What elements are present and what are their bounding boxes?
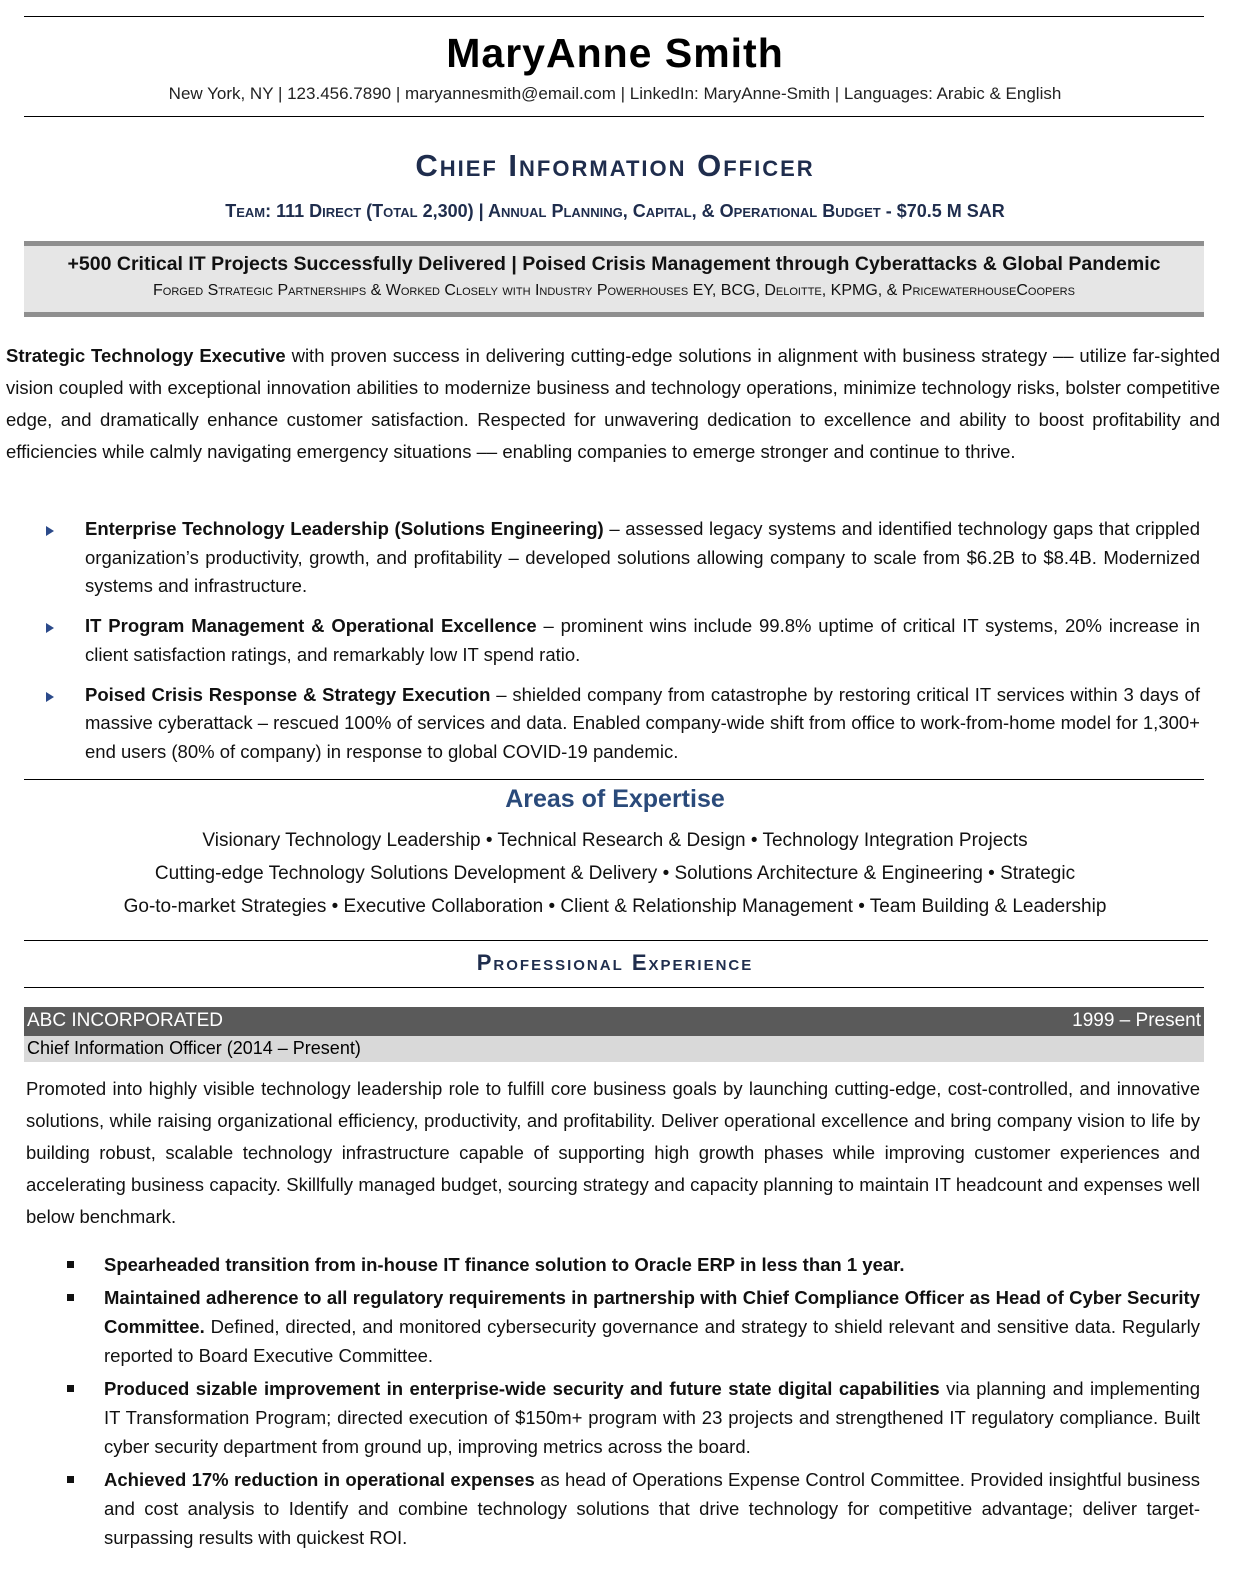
- list-item: [44, 681, 1200, 767]
- achievement-lead: Maintained adherence to all regulatory requirements in partnership with Chief Compliance Officer as Head of Cyber Security Committee.: [104, 1287, 1200, 1337]
- list-item: [64, 1374, 1200, 1461]
- list-item: [64, 1250, 1200, 1279]
- triangle-bullet-icon: [46, 692, 54, 702]
- profile-summary: [6, 340, 1220, 468]
- highlight-text: – shielded company from catastrophe by restoring critical IT services within 3 days of massive cyberattack – rescued 100% of services and data. Enabled company-wide shift from office to work-from-home model for 1,300+ end users (80% of company) in response to global COVID-19 pandemic.: [85, 683, 1200, 762]
- triangle-bullet-icon: [46, 623, 54, 633]
- highlight-lead: IT Program Management & Operational Excellence: [85, 615, 537, 636]
- achievement-lead: Achieved 17% reduction in operational expenses: [104, 1469, 535, 1490]
- expertise-line-3: Go-to-market Strategies • Executive Collaboration • Client & Relationship Management • Team Building & Leadership: [123, 896, 1107, 917]
- expertise-heading: Areas of Expertise: [505, 785, 725, 813]
- highlight-banner: [24, 241, 1204, 317]
- header-rule: [24, 116, 1204, 117]
- expertise-line-1: Visionary Technology Leadership • Technical Research & Design • Technology Integration Projects: [202, 830, 1028, 851]
- highlight-text: – assessed legacy systems and identified technology gaps that crippled organization’s productivity, growth, and profitability – developed solutions allowing company to scale from $6.2B to $8.4B. Modernized systems and infrastructure.: [85, 518, 1200, 596]
- list-item: [44, 612, 1200, 669]
- banner-line-2: Forged Strategic Partnerships & Worked Closely with Industry Powerhouses EY, BCG, Deloitte, KPMG, & PricewaterhouseCoopers: [153, 282, 1075, 299]
- achievement-text: via planning and implementing IT Transformation Program; directed execution of $150m+ program with 23 projects and strengthened IT regulatory compliance. Built cyber security department from ground up, improving metrics across the board.: [104, 1378, 1200, 1457]
- banner-line-1: +500 Critical IT Projects Successfully Delivered | Poised Crisis Management through Cyberattacks & Global Pandemic: [67, 253, 1161, 275]
- experience-rule-top: [24, 940, 1208, 941]
- square-bullet-icon: [67, 1294, 74, 1301]
- list-item: [64, 1283, 1200, 1370]
- achievement-text: as head of Operations Expense Control Committee. Provided insightful business and cost analysis to Identify and combine technology solutions that drive technology for competitive advantage; deliver target-surpassing results with quickest ROI.: [104, 1469, 1201, 1548]
- achievement-lead: Spearheaded transition from in-house IT finance solution to Oracle ERP in less than 1 year.: [104, 1254, 905, 1275]
- highlight-lead: Enterprise Technology Leadership (Solutions Engineering): [85, 518, 604, 539]
- square-bullet-icon: [67, 1476, 74, 1483]
- highlights-list: [44, 515, 1200, 778]
- square-bullet-icon: [67, 1385, 74, 1392]
- achievement-text: Defined, directed, and monitored cybersecurity governance and strategy to shield relevant and sensitive data. Regularly reported to Board Executive Committee.: [104, 1316, 1200, 1366]
- triangle-bullet-icon: [46, 526, 54, 536]
- job-title: Chief Information Officer: [415, 148, 815, 183]
- team-budget-line: Team: 111 Direct (Total 2,300) | Annual Planning, Capital, & Operational Budget - $70.5 M SAR: [225, 201, 1005, 221]
- company-dates: 1999 – Present: [1072, 1010, 1201, 1031]
- square-bullet-icon: [67, 1261, 74, 1268]
- company-bar: [24, 1007, 1204, 1036]
- achievements-list: [64, 1250, 1200, 1556]
- contact-line: New York, NY | 123.456.7890 | maryannesmith@email.com | LinkedIn: MaryAnne-Smith | Languages: Arabic & English: [168, 84, 1062, 103]
- role-bar: [24, 1036, 1204, 1062]
- highlight-text: – prominent wins include 99.8% uptime of critical IT systems, 20% increase in client satisfaction ratings, and remarkably low IT spend ratio.: [85, 615, 1200, 665]
- list-item: [44, 515, 1200, 601]
- candidate-name: MaryAnne Smith: [446, 30, 784, 76]
- achievement-lead: Produced sizable improvement in enterprise-wide security and future state digital capabilities: [104, 1378, 940, 1399]
- top-rule: [24, 16, 1204, 17]
- summary-text: with proven success in delivering cutting-edge solutions in alignment with business strategy –– utilize far-sighted vision coupled with exceptional innovation abilities to modernize business and technology operations, minimize technology risks, bolster competitive edge, and dramatically enhance customer satisfaction. Respected for unwavering dedication to excellence and ability to boost profitability and efficiencies while calmly navigating emergency situations –– enabling companies to emerge stronger and continue to thrive.: [6, 345, 1220, 462]
- role-summary: Promoted into highly visible technology leadership role to fulfill core business goals by launching cutting-edge, cost-controlled, and innovative solutions, while raising organizational efficiency, productivity, and profitability. Deliver operational excellence and bring company vision to life by building robust, scalable technology infrastructure capable of supporting high growth phases while improving customer experiences and accelerating business capacity. Skillfully managed budget, sourcing strategy and capacity planning to maintain IT headcount and expenses well below benchmark.: [26, 1078, 1200, 1227]
- expertise-line-2: Cutting-edge Technology Solutions Development & Delivery • Solutions Architecture & Engineering • Strategic: [154, 863, 1076, 884]
- summary-lead: Strategic Technology Executive: [6, 345, 286, 366]
- expertise-rule: [24, 779, 1204, 780]
- highlight-lead: Poised Crisis Response & Strategy Execution: [85, 683, 491, 705]
- role-title: Chief Information Officer (2014 – Present): [27, 1038, 361, 1058]
- experience-rule-bottom: [24, 987, 1204, 988]
- list-item: [64, 1465, 1200, 1552]
- experience-heading: Professional Experience: [476, 950, 754, 975]
- company-name: ABC INCORPORATED: [27, 1010, 224, 1031]
